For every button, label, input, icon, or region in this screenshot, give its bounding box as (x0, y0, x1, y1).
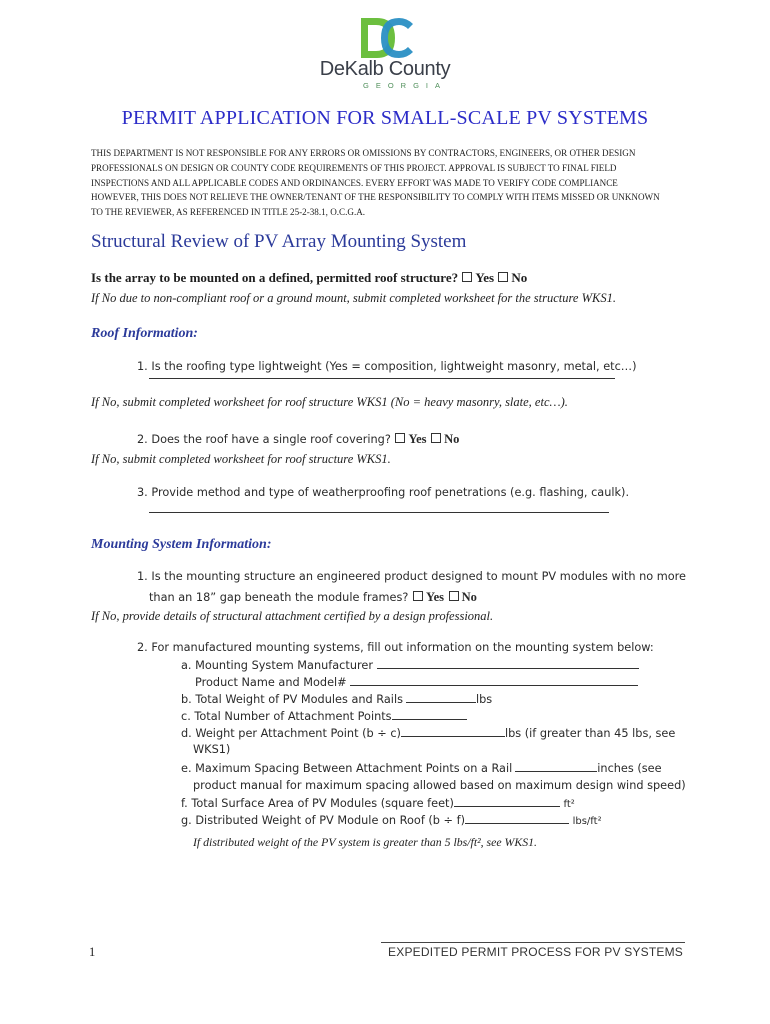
mounting-q2: 2. For manufactured mounting systems, fill out information on the mounting system below: (137, 641, 654, 654)
manufacturer-field[interactable] (377, 658, 639, 669)
mounting-item-d-cont: WKS1) (193, 743, 231, 756)
roof-q3-answer-line[interactable] (149, 512, 609, 513)
distributed-weight-field[interactable] (465, 813, 569, 824)
mounting-item-e-cont: product manual for maximum spacing allowed based on maximum design wind speed) (193, 779, 686, 792)
section-title: Structural Review of PV Array Mounting System (91, 231, 467, 252)
mounting-item-a (181, 658, 639, 672)
mounting-item-e (181, 761, 662, 775)
product-model-field[interactable] (350, 675, 638, 686)
mounting-item-b (181, 692, 492, 706)
roof-q2-yes-checkbox[interactable] (395, 433, 405, 443)
no-checkbox[interactable] (498, 272, 508, 282)
dekalb-county-logo (355, 14, 415, 64)
roof-q2 (137, 432, 459, 447)
no-label: No (511, 270, 528, 285)
weight-per-point-field[interactable] (401, 726, 505, 737)
roof-q3: 3. Provide method and type of weatherproofing roof penetrations (e.g. flashing, caulk). (137, 486, 630, 499)
mounting-item-d (181, 726, 675, 740)
mounting-q1-yes-label: Yes (425, 590, 445, 604)
footer-divider (381, 942, 685, 943)
yes-label: Yes (475, 270, 495, 285)
main-question-text: Is the array to be mounted on a defined, permitted roof structure? (91, 270, 459, 285)
attachment-points-field[interactable] (392, 709, 467, 720)
mounting-q1-line2 (149, 590, 477, 605)
mounting-item-c (181, 709, 467, 723)
mounting-item-b-unit: lbs (475, 693, 493, 706)
mounting-item-g (181, 813, 602, 827)
org-name: DeKalb County (319, 58, 451, 80)
mounting-item-d-label: d. Weight per Attachment Point (b ÷ c) (181, 727, 401, 740)
mounting-item-a2 (195, 675, 638, 689)
surface-area-field[interactable] (454, 796, 560, 807)
mounting-item-f-label: f. Total Surface Area of PV Modules (square feet) (181, 797, 454, 810)
disclaimer-text: THIS DEPARTMENT IS NOT RESPONSIBLE FOR ANY ERRORS OR OMISSIONS BY CONTRACTORS, ENGINEERS, OR OTHER DESIGN PROFESSIONALS ON DESIGN OR COUNTY CODE REQUIREMENTS OF THIS PROJECT. APPROVAL IS SUBJECT TO FINAL FIELD INSPECTIONS AND ALL APPLICABLE CODES AND ORDINANCES. EVERY EFFORT WAS MADE TO VERIFY CODE COMPLIANCE HOWEVER, THIS DOES NOT RELIEVE THE OWNER/TENANT OF THE RESPONSIBILITY TO COMPLY WITH ITEMS MISSED OR UNKNOWN TO THE REVIEWER, AS REFERENCED IN TITLE 25-2-38.1, O.C.G.A. (91, 148, 660, 218)
logo-c-shape (381, 18, 413, 58)
mounting-item-b-label: b. Total Weight of PV Modules and Rails (181, 693, 403, 706)
roof-q2-no-checkbox[interactable] (431, 433, 441, 443)
roof-q2-yes-label: Yes (408, 432, 427, 446)
page-number: 1 (89, 945, 96, 959)
max-spacing-field[interactable] (515, 761, 597, 772)
mounting-item-f (181, 796, 575, 810)
mounting-q1-line1: 1. Is the mounting structure an engineered product designed to mount PV modules with no more (137, 570, 686, 583)
roof-q1-note: If No, submit completed worksheet for roof structure WKS1 (No = heavy masonry, slate, etc…). (91, 395, 568, 409)
org-state: GEORGIA (362, 81, 447, 90)
roof-q2-text: 2. Does the roof have a single roof covering? (137, 433, 391, 446)
mounting-q1-no-checkbox[interactable] (449, 591, 459, 601)
mounting-item-d-unit: lbs (if greater than 45 lbs, see (504, 727, 676, 740)
mounting-item-a2-label: Product Name and Model# (195, 676, 347, 689)
mounting-item-f-unit: ft² (563, 799, 575, 810)
mounting-item-g-label: g. Distributed Weight of PV Module on Roof (b ÷ f) (181, 814, 465, 827)
roof-q2-no-label: No (444, 432, 460, 446)
yes-checkbox[interactable] (462, 272, 472, 282)
roof-q1: 1. Is the roofing type lightweight (Yes = composition, lightweight masonry, metal, etc…) (137, 360, 637, 373)
page-title: PERMIT APPLICATION FOR SMALL-SCALE PV SYSTEMS (121, 107, 649, 129)
main-question (91, 270, 527, 286)
footer-text: EXPEDITED PERMIT PROCESS FOR PV SYSTEMS (388, 945, 683, 959)
mounting-q1-line2-text: than an 18” gap beneath the module frames? (149, 591, 409, 604)
mounting-item-e-unit: inches (see (597, 762, 662, 775)
mounting-q1-no-label: No (461, 590, 477, 604)
mounting-heading: Mounting System Information: (91, 537, 272, 552)
roof-q2-note: If No, submit completed worksheet for roof structure WKS1. (91, 452, 391, 466)
mounting-item-g-unit: lbs/ft² (572, 816, 602, 827)
roof-heading: Roof Information: (91, 326, 198, 341)
mounting-item-e-label: e. Maximum Spacing Between Attachment Points on a Rail (181, 762, 513, 775)
mounting-item-a-label: a. Mounting System Manufacturer (181, 659, 373, 672)
roof-q1-answer-line[interactable] (149, 378, 615, 379)
mounting-q1-note: If No, provide details of structural attachment certified by a design professional. (91, 609, 494, 623)
mounting-item-c-label: c. Total Number of Attachment Points (181, 710, 392, 723)
final-note: If distributed weight of the PV system is greater than 5 lbs/ft², see WKS1. (193, 835, 537, 849)
main-question-note: If No due to non-compliant roof or a ground mount, submit completed worksheet for the structure WKS1. (91, 291, 616, 305)
mounting-q1-yes-checkbox[interactable] (413, 591, 423, 601)
total-weight-field[interactable] (406, 692, 476, 703)
